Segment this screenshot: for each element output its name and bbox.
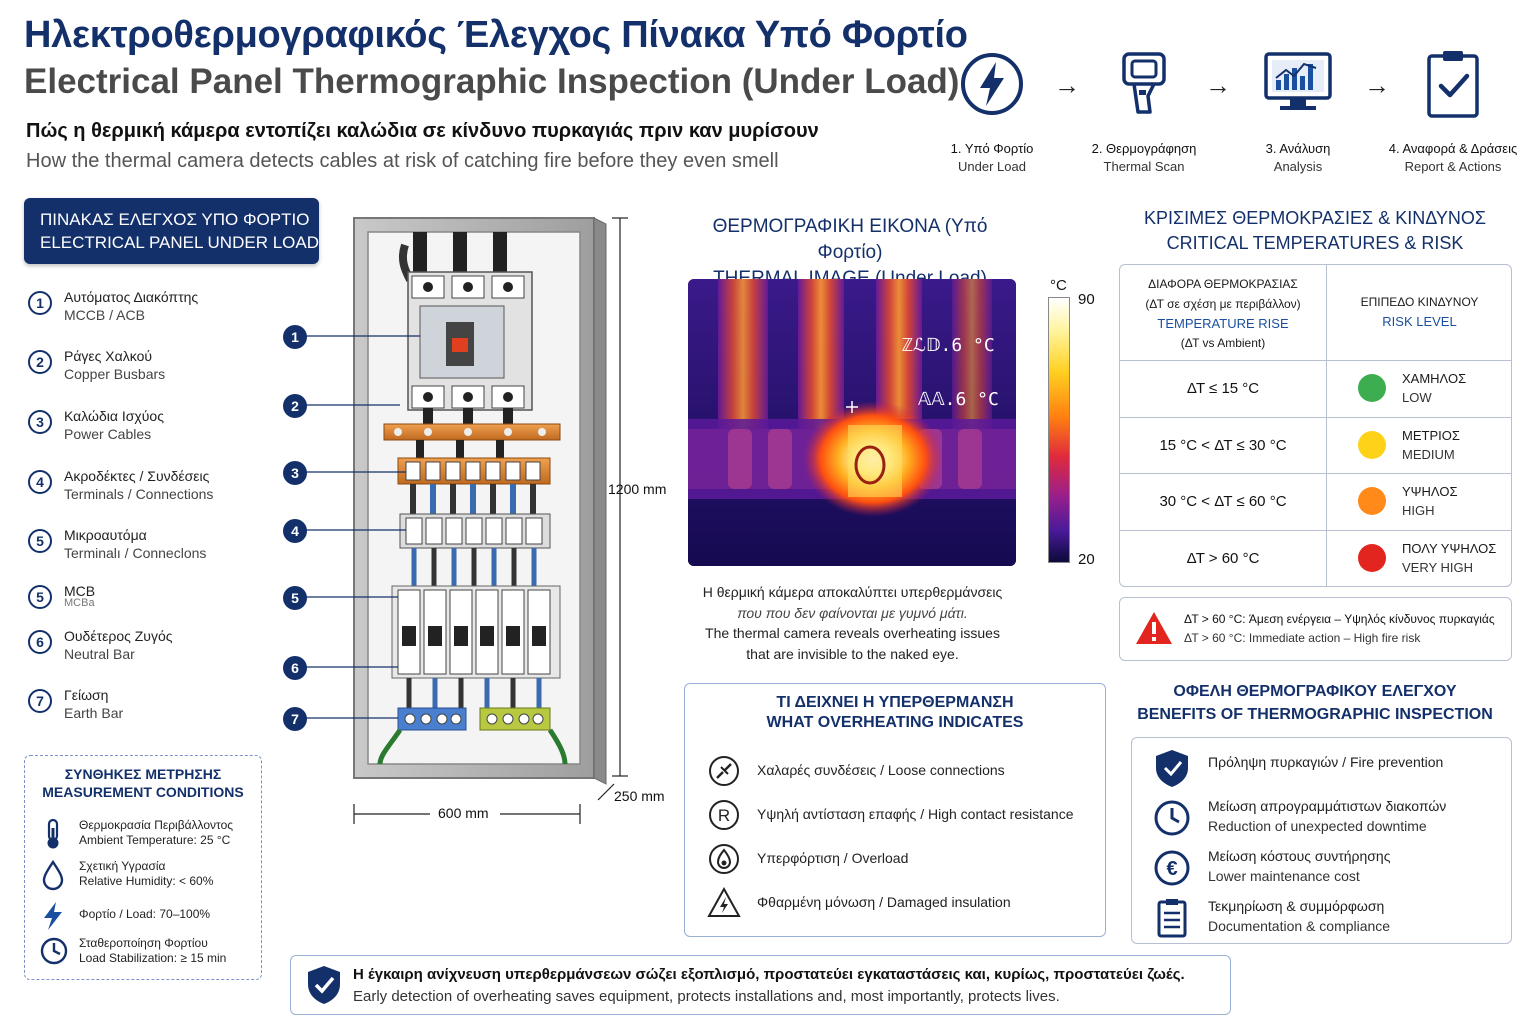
condition-row [39,901,259,921]
component-label-en: MCCB / ACB [64,307,145,323]
step-label-gr: 3. Ανάλυση [1265,141,1331,156]
thermal-image-graphic [688,279,1016,566]
condition-row [39,818,259,847]
bottom-banner [290,955,1231,1015]
shield-check-icon [305,964,343,1006]
component-number: 5 [28,529,52,553]
step-under-load [917,48,1067,174]
component-label-en: Neutral Bar [64,646,135,662]
panel-badge-en: ELECTRICAL PANEL UNDER LOAD [40,233,319,252]
warning-text-gr: ΔΤ > 60 °C: Άμεση ενέργεια – Υψηλός κίνδυνος πυρκαγιάς [1184,612,1495,626]
benefit-label-gr: Μείωση απρογραμμάτιστων διακοπών [1208,798,1447,814]
header-line: ΕΠΙΠΕΔΟ ΚΙΝΔΥΝΟΥ [1360,295,1479,309]
risk-label-gr: ΥΨΗΛΟΣ [1402,484,1458,499]
warning-lightning-icon [707,886,741,920]
component-item [28,583,278,609]
component-label-gr: Γείωση [64,687,109,703]
header-line: TEMPERATURE RISE [1157,316,1289,331]
caption-gr-2: που που δεν φαίνονται με γυμνό μάτι. [737,604,968,621]
thermal-readout-2: 𝔸𝔸.6 °C [918,389,999,410]
measurement-conditions-box [24,755,262,980]
electrical-panel-illustration [280,210,680,830]
table-header-temperature-rise [1120,275,1326,353]
panel-badge [24,198,319,264]
thermal-camera-icon [1108,48,1180,120]
component-item [28,348,278,382]
step-label-gr: 4. Αναφορά & Δράσεις [1388,141,1518,156]
thermal-title-gr: ΘΕΡΜΟΓΡΑΦΙΚΗ ΕΙΚΟΝΑ (Υπό Φορτίο) [712,216,988,263]
component-label-en: Terminalı / Conneclons [64,545,207,561]
component-label-gr: Αυτόματος Διακόπτης [64,289,199,305]
dimension-width: 600 mm [438,805,489,821]
subtitle-greek: Πώς η θερμική κάμερα εντοπίζει καλώδια σε κίνδυνο πυρκαγιάς πριν καν μυρίσουν [26,120,819,142]
warning-icon [1134,610,1174,646]
callout-number: 3 [283,461,307,485]
step-label-en: Report & Actions [1404,159,1502,174]
thermal-caption [680,582,1025,664]
component-number: 1 [28,291,52,315]
component-item [28,628,278,662]
component-number: 7 [28,689,52,713]
critical-temperature-table [1119,264,1512,587]
step-label-gr: 1. Υπό Φορτίο [950,141,1034,156]
overload-icon [707,842,741,876]
component-item [28,527,278,561]
step-thermal-scan [1069,48,1219,174]
scale-min: 20 [1078,551,1095,568]
title-english: Electrical Panel Thermographic Inspection (Under Load) [24,62,960,101]
scale-unit: °C [1050,277,1067,294]
clipboard-check-icon [1417,48,1489,120]
step-report [1378,48,1528,174]
table-row-range: 15 °C < ΔΤ ≤ 30 °C [1159,437,1287,454]
title-greek: Ηλεκτροθερμογραφικός Έλεγχος Πίνακα Υπό Φορτίο [24,14,968,56]
benefit-label-gr: Τεκμηρίωση & συμμόρφωση [1208,898,1385,914]
clock-icon [39,936,69,966]
callout-number: 6 [283,656,307,680]
thermometer-icon [39,818,67,850]
warning-text-en: ΔΤ > 60 °C: Immediate action – High fire risk [1184,631,1421,645]
callout-number: 7 [283,707,307,731]
condition-label-en: Ambient Temperature: 25 °C [79,833,231,847]
euro-icon [1152,848,1192,888]
risk-label-en: VERY HIGH [1402,560,1474,575]
overheating-title-gr: ΤΙ ΔΕΙΧΝΕΙ Η ΥΠΕΡΘΕΡΜΑΝΣΗ [776,694,1014,711]
header-line: (ΔΤ σε σχέση με περιβάλλον) [1145,296,1301,311]
callout-number: 2 [283,394,307,418]
header-line: ΔΙΑΦΟΡΑ ΘΕΡΜΟΚΡΑΣΙΑΣ [1148,277,1298,291]
risk-label-gr: ΜΕΤΡΙΟΣ [1402,428,1460,443]
component-label-gr: MCB [64,583,96,599]
risk-dot-high [1358,487,1386,515]
callout-number: 1 [283,325,307,349]
risk-label-en: MEDIUM [1402,447,1455,462]
benefit-label-en: Reduction of unexpected downtime [1208,818,1427,834]
shield-icon [1152,748,1192,788]
table-row-range: ΔΤ > 60 °C [1186,550,1260,567]
banner-text-gr: Η έγκαιρη ανίχνευση υπερθερμάνσεων σώζει εξοπλισμό, προστατεύει εγκαταστάσεις και, κυρίως, προστατεύει ζωές. [353,966,1185,983]
step-label-en: Under Load [958,159,1026,174]
droplet-icon [39,859,67,891]
component-label-en: Earth Bar [64,705,124,721]
fire-risk-warning [1119,597,1512,661]
dimension-depth: 250 mm [614,788,665,804]
svg-text:€: € [1166,858,1178,880]
step-label-en: Thermal Scan [1103,159,1185,174]
component-number: 4 [28,470,52,494]
benefit-label-en: Lower maintenance cost [1208,868,1360,884]
condition-label-en: Relative Humidity: < 60% [79,874,214,888]
subtitle-english: How the thermal camera detects cables at risk of catching fire before they even smell [26,150,779,172]
benefits-box [1131,737,1512,944]
risk-dot-low [1358,374,1386,402]
overheating-title-en: WHAT OVERHEATING INDICATES [766,714,1024,731]
step-label-en: Analysis [1273,159,1323,174]
risk-label-en: LOW [1402,390,1432,405]
table-row-range: ΔΤ ≤ 15 °C [1186,380,1260,397]
benefits-title-en: BENEFITS OF THERMOGRAPHIC INSPECTION [1137,706,1493,723]
overheating-item-label: Υψηλή αντίσταση επαφής / High contact resistance [757,806,1074,822]
condition-row [39,859,259,888]
loose-connection-icon [707,754,741,788]
component-item [28,408,278,442]
component-label-gr: Ουδέτερος Ζυγός [64,628,173,644]
condition-label-en: Load Stabilization: ≥ 15 min [79,951,227,965]
critical-title-gr: ΚΡΙΣΙΜΕΣ ΘΕΡΜΟΚΡΑΣΙΕΣ & ΚΙΝΔΥΝΟΣ [1143,208,1487,228]
panel-badge-gr: ΠΙΝΑΚΑΣ ΕΛΕΓΧΟΣ ΥΠΟ ΦΟΡΤΙΟ [40,210,310,229]
benefit-label: Πρόληψη πυρκαγιών / Fire prevention [1208,754,1444,770]
thermal-readout-1: ℤℒ𝔻.6 °C [902,335,995,356]
risk-dot-medium [1358,431,1386,459]
benefit-label-gr: Μείωση κόστους συντήρησης [1208,848,1391,864]
lightning-icon [39,901,67,931]
condition-row [39,936,259,965]
benefit-label-en: Documentation & compliance [1208,918,1391,934]
document-icon [1152,898,1192,938]
conditions-title-gr: ΣΥΝΘΗΚΕΣ ΜΕΤΡΗΣΗΣ [64,766,222,782]
component-label-gr: Ράγες Χαλκού [64,348,153,364]
overheating-item-label: Φθαρμένη μόνωση / Damaged insulation [757,894,1011,910]
risk-dot-very-high [1358,544,1386,572]
component-number: 6 [28,630,52,654]
resistance-icon [707,798,741,832]
conditions-title-en: MEASUREMENT CONDITIONS [42,784,244,800]
table-row-range: 30 °C < ΔΤ ≤ 60 °C [1159,493,1287,510]
monitor-chart-icon [1262,48,1334,120]
component-number: 2 [28,350,52,374]
component-item [28,289,278,323]
caption-en-1: The thermal camera reveals overheating issues [705,625,1000,641]
risk-label-gr: ΧΑΜΗΛΟΣ [1402,371,1467,386]
component-label-gr: Καλώδια Ισχύος [64,408,164,424]
condition-label-gr: Σταθεροποίηση Φορτίου [79,936,208,950]
critical-title [1120,206,1510,256]
component-item [28,468,278,502]
risk-label-gr: ΠΟΛΥ ΥΨΗΛΟΣ [1402,541,1497,556]
banner-text-en: Early detection of overheating saves equipment, protects installations and, most importantly, protects lives. [353,988,1060,1005]
clock-icon [1152,798,1192,838]
component-label-en: MCBa [64,597,95,609]
overheating-item-label: Υπερφόρτιση / Overload [757,850,909,866]
component-number: 3 [28,410,52,434]
critical-title-en: CRITICAL TEMPERATURES & RISK [1166,233,1464,253]
overheating-item-label: Χαλαρές συνδέσεις / Loose connections [757,762,1005,778]
header-line: (ΔΤ vs Ambient) [1180,335,1266,350]
header-line: RISK LEVEL [1382,314,1457,329]
condition-label: Φορτίο / Load: 70–100% [79,907,211,921]
callout-number: 4 [283,519,307,543]
benefits-title-gr: ΟΦΕΛΗ ΘΕΡΜΟΓΡΑΦΙΚΟΥ ΕΛΕΓΧΟΥ [1173,683,1457,700]
lightning-icon [956,48,1028,120]
step-analysis [1223,48,1373,174]
component-label-gr: Μικροαυτόμα [64,527,147,543]
table-header-risk-level [1326,293,1513,331]
step-arrow: → [1054,70,1080,100]
component-label-gr: Ακροδέκτες / Συνδέσεις [64,468,210,484]
overheating-box [684,683,1106,937]
caption-en-2: that are invisible to the naked eye. [746,645,959,662]
component-item [28,687,278,721]
component-label-en: Copper Busbars [64,366,166,382]
step-arrow: → [1205,70,1231,100]
risk-label-en: HIGH [1402,503,1435,518]
condition-label-gr: Σχετική Υγρασία [79,859,166,873]
condition-label-gr: Θερμοκρασία Περιβάλλοντος [79,818,234,832]
temperature-scale-bar [1048,297,1070,563]
component-label-en: Power Cables [64,426,152,442]
component-label-en: Terminals / Connections [64,486,214,502]
benefits-title [1120,680,1510,726]
component-number: 5 [28,585,52,609]
callout-number: 5 [283,586,307,610]
step-label-gr: 2. Θερμογράφηση [1091,141,1197,156]
scale-max: 90 [1078,291,1095,308]
step-arrow: → [1364,70,1390,100]
caption-gr-1: Η θερμική κάμερα αποκαλύπτει υπερθερμάνσεις [702,584,1003,600]
svg-text:R: R [717,806,731,825]
thermal-image [688,279,1016,566]
dimension-height: 1200 mm [608,481,667,497]
